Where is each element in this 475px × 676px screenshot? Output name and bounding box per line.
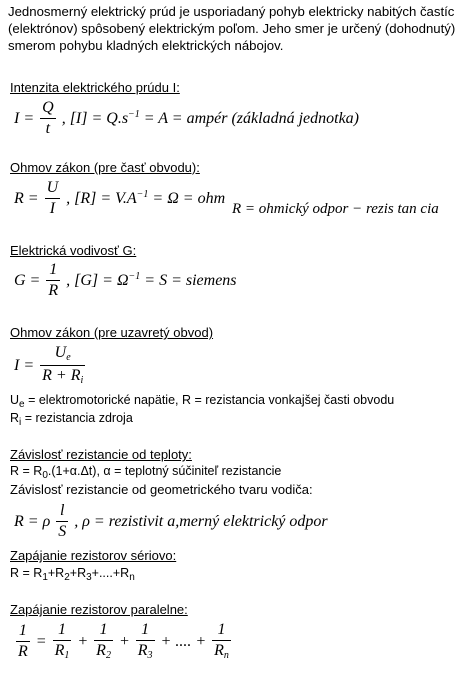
fraction-denominator	[53, 641, 72, 661]
formula-rest: = S = siemens	[140, 272, 237, 289]
formula-intensity	[14, 100, 359, 137]
ri-symbol: R	[10, 411, 20, 425]
fraction-numerator: U	[45, 180, 61, 199]
ri-subscript: i	[19, 417, 22, 428]
fraction-denominator	[212, 641, 231, 661]
fraction-denominator	[136, 641, 155, 661]
denominator-symbol: R	[214, 642, 224, 659]
fraction-numerator: Q	[40, 100, 56, 119]
section-heading-conductivity: Elektrická vodivosť G:	[10, 243, 137, 258]
denominator-symbol: R + R	[42, 367, 81, 384]
geometry-heading: Závislosť rezistancie od geometrického tvaru vodiča:	[10, 482, 313, 497]
section-heading-ohm-part: Ohmov zákon (pre časť obvodu):	[10, 160, 200, 175]
series-sub-3: 3	[86, 572, 92, 583]
formula-ohm-closed	[14, 345, 87, 386]
fraction-rn	[212, 622, 231, 661]
formula-parallel	[14, 622, 233, 661]
fraction	[56, 503, 68, 540]
fraction-numerator: 1	[136, 622, 155, 641]
section-heading-intensity: Intenzita elektrického prúdu I:	[10, 80, 180, 95]
denominator-subscript: 1	[64, 650, 70, 661]
ue-symbol: U	[10, 393, 20, 407]
fraction-denominator	[40, 366, 85, 386]
fraction-r1	[53, 622, 72, 661]
formula-lhs: R = ρ	[14, 512, 51, 530]
section-heading-ohm-closed: Ohmov zákon (pre uzavretý obvod)	[10, 325, 214, 340]
plus-sign: +	[77, 632, 89, 650]
fraction-r2	[94, 622, 113, 661]
numerator-subscript: e	[66, 352, 71, 363]
formula-parenthetical: (základná jednotka)	[231, 110, 359, 127]
fraction-numerator: 1	[46, 262, 60, 281]
denominator-symbol: R	[96, 642, 106, 659]
fraction-numerator: 1	[16, 623, 30, 642]
intro-paragraph: Jednosmerný elektrický prúd je usporiadaný pohyb elektricky nabitých častíc (elektrónov) spôsobený elektrickým poľom. Jeho smer je určený (dohodnutý) smerom pohybu kladných elektrických nábojov.	[8, 4, 456, 53]
ue-definition	[10, 393, 394, 410]
exponent: −1	[128, 109, 140, 120]
denominator-subscript: 2	[105, 650, 111, 661]
denominator-subscript: n	[223, 650, 229, 661]
temp-formula-end: .(1+α.Δt), α = teplotný súčiniteľ rezistancie	[47, 464, 282, 478]
fraction-denominator: t	[45, 120, 51, 137]
denominator-subscript: 3	[147, 650, 153, 661]
fraction-numerator	[40, 345, 85, 366]
fraction	[45, 180, 61, 217]
ri-text: = rezistancia zdroja	[21, 411, 133, 425]
series-sub-1: 1	[42, 572, 48, 583]
temp-formula	[10, 464, 281, 481]
series-part-4: +....+R	[91, 566, 130, 580]
ue-text: = elektromotorické napätie, R = rezistancia vonkajšej časti obvodu	[24, 393, 395, 407]
equals-sign: =	[35, 632, 47, 650]
ellipsis-sum: + .... +	[160, 632, 207, 650]
formula-unit	[62, 110, 359, 127]
unit-text: , [R] = V.A	[66, 190, 137, 207]
formula-lhs: G =	[14, 271, 41, 289]
denominator-symbol: R	[54, 642, 65, 659]
formula-resistivity	[14, 503, 328, 540]
series-formula	[10, 566, 135, 583]
section-heading-temperature: Závislosť rezistancie od teploty:	[10, 447, 192, 462]
section-heading-parallel: Zapájanie rezistorov paralelne:	[10, 602, 188, 617]
section-heading-series: Zapájanie rezistorov sériovo:	[10, 548, 177, 563]
fraction-denominator	[94, 641, 113, 661]
ue-subscript: e	[19, 399, 25, 410]
exponent: −1	[136, 189, 149, 200]
ri-definition	[10, 411, 133, 428]
numerator-symbol: U	[54, 344, 67, 361]
exponent: −1	[128, 271, 141, 282]
denominator-symbol: R	[137, 642, 148, 659]
temp-formula-subscript: 0	[42, 470, 48, 481]
unit-text: , [I] = Q.s	[61, 110, 129, 127]
fraction-denominator: S	[58, 523, 67, 540]
fraction	[46, 262, 60, 299]
formula-lhs: I =	[14, 109, 35, 127]
fraction	[40, 345, 85, 386]
formula-lhs: R =	[14, 189, 39, 207]
fraction-denominator: R	[48, 282, 59, 299]
formula-unit	[66, 190, 225, 207]
unit-text: , [G] = Ω	[66, 272, 129, 289]
fraction-lhs	[16, 623, 30, 660]
fraction	[40, 100, 56, 137]
formula-rest: = Ω = ohm	[148, 190, 226, 207]
fraction-numerator: l	[56, 503, 68, 522]
fraction-numerator: 1	[212, 622, 231, 641]
formula-rest: , ρ = rezistivit a,merný elektrický odpor	[74, 512, 328, 530]
denominator-subscript: i	[80, 375, 84, 386]
series-part-2: +R	[47, 566, 65, 580]
formula-ohm-part	[14, 180, 225, 217]
plus-sign: +	[118, 632, 130, 650]
fraction-denominator: I	[49, 200, 56, 217]
formula-ohm-note: R = ohmický odpor − rezis tan cia	[232, 201, 439, 217]
series-part-1: R = R	[10, 566, 43, 580]
series-sub-n: n	[129, 572, 135, 583]
fraction-numerator: 1	[94, 622, 113, 641]
formula-lhs: I =	[14, 356, 35, 374]
formula-unit	[66, 272, 236, 289]
series-sub-2: 2	[64, 572, 70, 583]
temp-formula-start: R = R	[10, 464, 43, 478]
formula-conductivity	[14, 262, 237, 299]
fraction-numerator: 1	[53, 622, 72, 641]
formula-rest: = A = ampér	[139, 110, 232, 127]
fraction-r3	[136, 622, 155, 661]
series-part-3: +R	[69, 566, 87, 580]
fraction-denominator: R	[18, 643, 28, 660]
